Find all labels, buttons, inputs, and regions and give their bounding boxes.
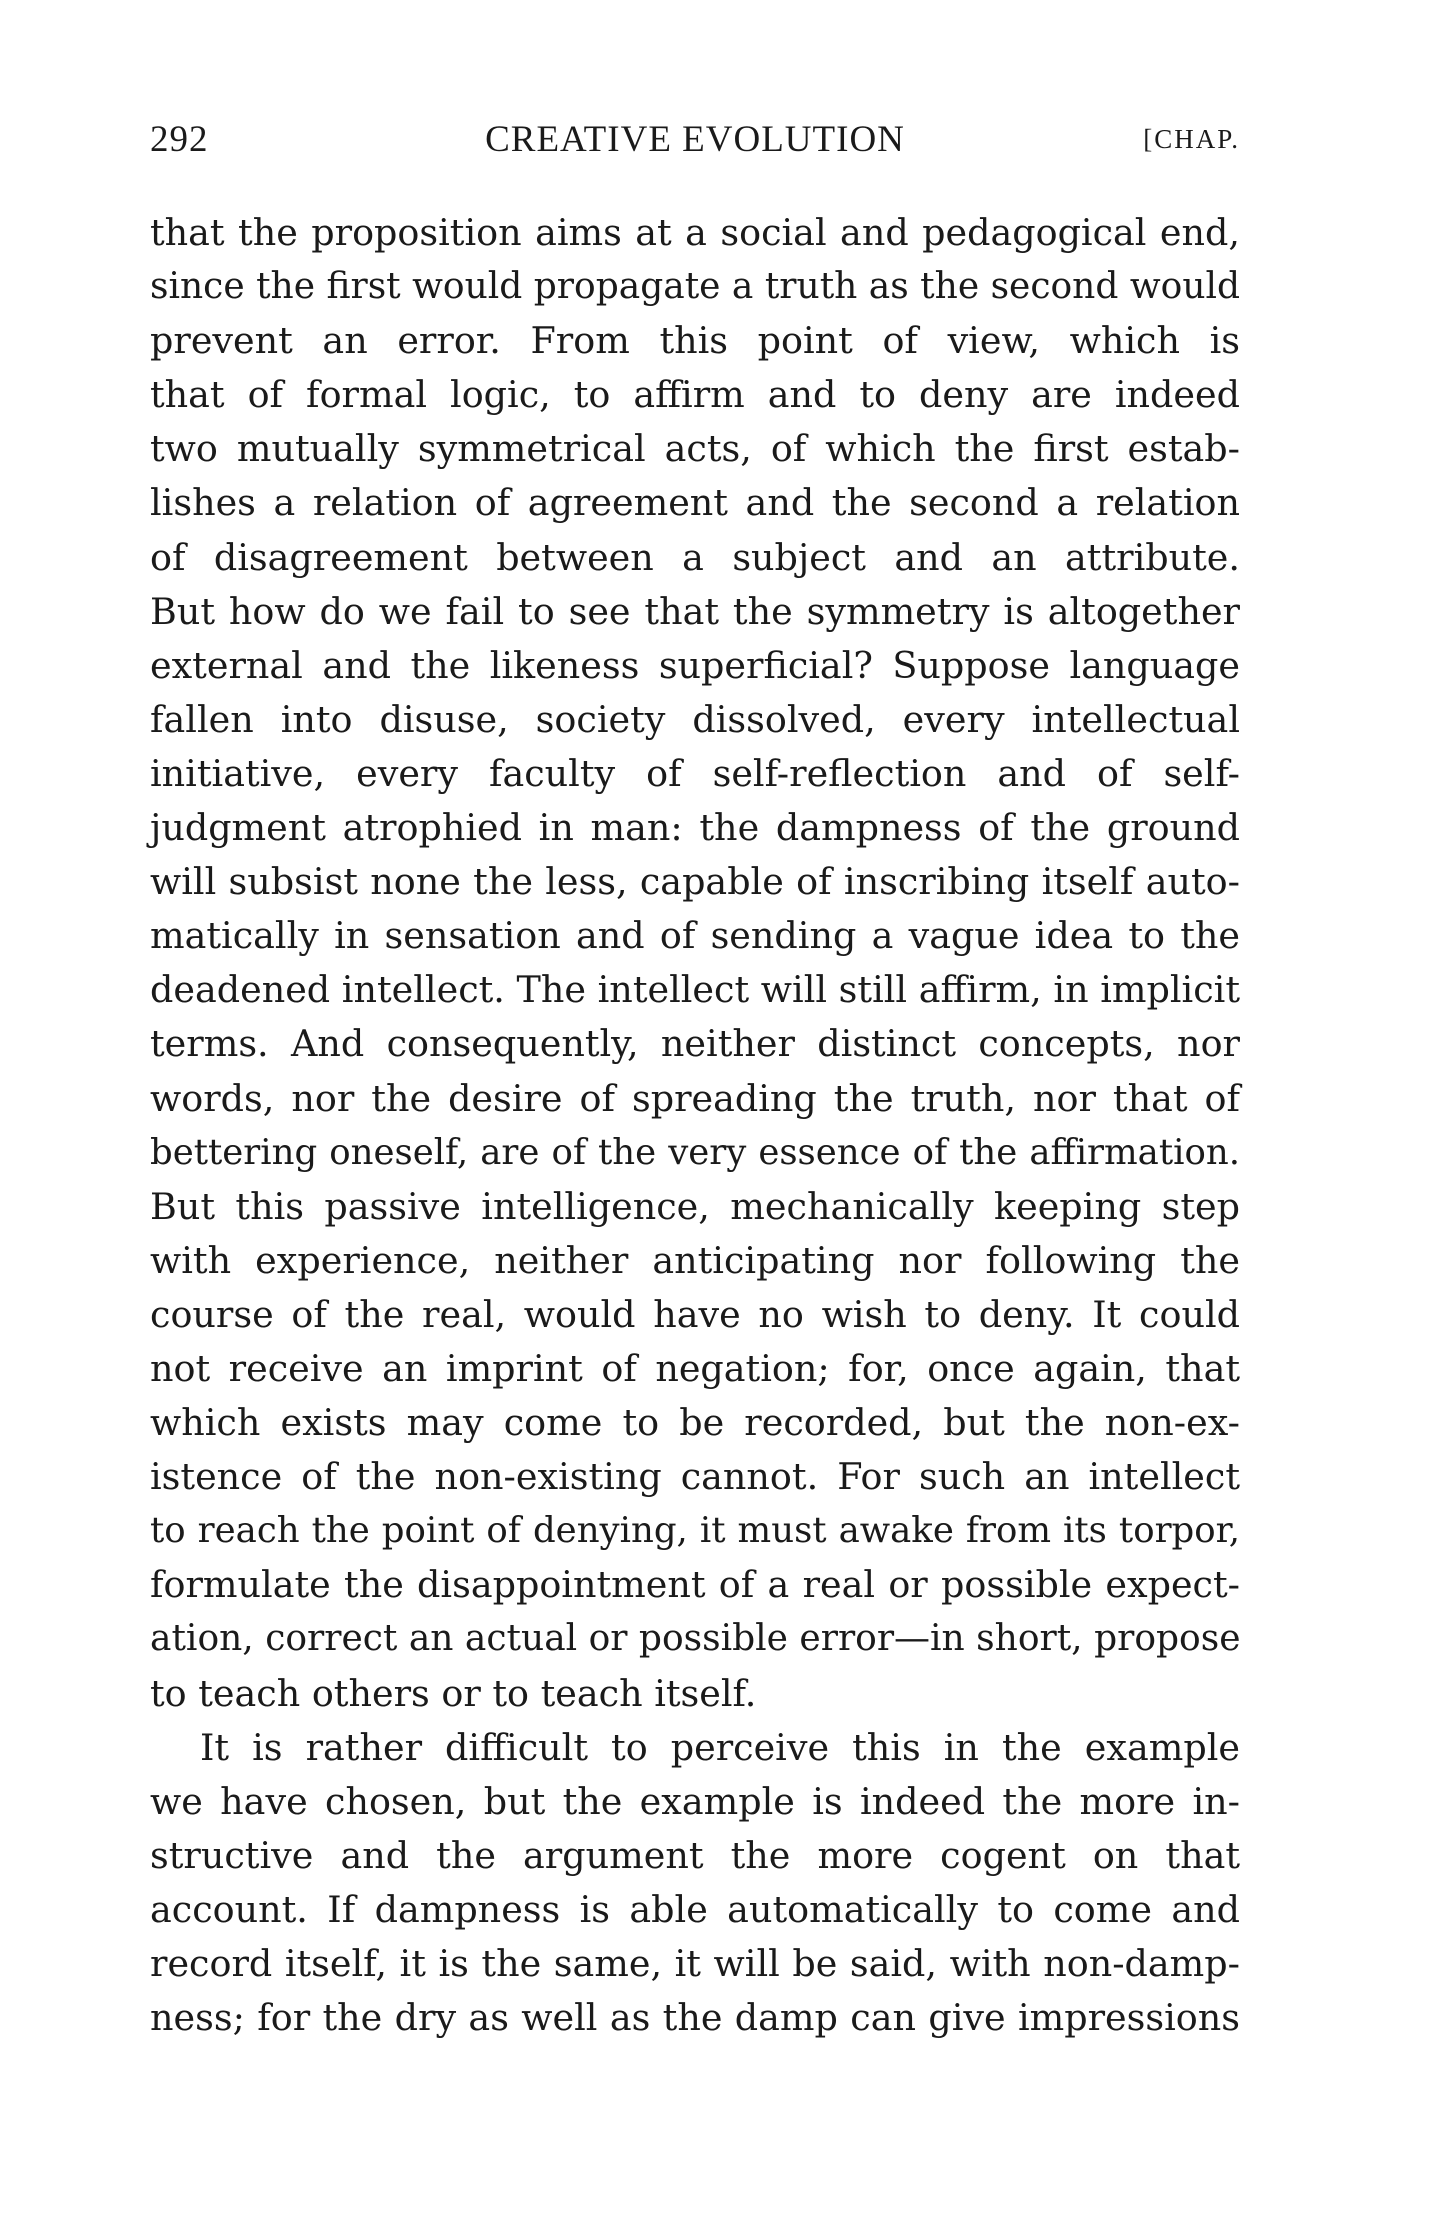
text-line: lishes a relation of agreement and the second a relation (150, 481, 1240, 525)
text-line: initiative, every faculty of self-reflection and of self- (150, 751, 1240, 795)
text-line: formulate the disappointment of a real or possible expect- (150, 1563, 1240, 1607)
text-line: bettering oneself, are of the very essence of the affirmation. (150, 1131, 1240, 1173)
text-line: prevent an error. From this point of view, which is (150, 319, 1240, 363)
text-line: of disagreement between a subject and an attribute. (150, 535, 1240, 579)
text-line: that of formal logic, to affirm and to deny are indeed (150, 373, 1240, 417)
chapter-mark: [CHAP. (1143, 124, 1240, 154)
text-line: that the proposition aims at a social and pedagogical end, (150, 211, 1240, 254)
text-line: But how do we fail to see that the symmetry is altogether (150, 589, 1240, 633)
text-line: structive and the argument the more cogent on that (150, 1833, 1240, 1877)
running-title: CREATIVE EVOLUTION (485, 119, 905, 160)
text-line: deadened intellect. The intellect will still affirm, in implicit (150, 968, 1240, 1012)
running-header (150, 118, 1240, 178)
text-line: judgment atrophied in man: the dampness of the ground (150, 806, 1240, 850)
text-line: which exists may come to be recorded, but the non-ex- (150, 1401, 1240, 1445)
text-line: ness; for the dry as well as the damp can give impressions (150, 1996, 1240, 2040)
text-line: terms. And consequently, neither distinct concepts, nor (150, 1022, 1240, 1066)
text-line: to reach the point of denying, it must awake from its torpor, (150, 1510, 1240, 1552)
text-line: record itself, it is the same, it will be said, with non-damp- (150, 1942, 1240, 1985)
text-line: ation, correct an actual or possible error—in short, propose (150, 1618, 1241, 1660)
text-line: not receive an imprint of negation; for, once again, that (150, 1346, 1240, 1390)
text-line: to teach others or to teach itself. (150, 1671, 757, 1715)
text-line: istence of the non-existing cannot. For such an intellect (150, 1455, 1240, 1499)
text-line: course of the real, would have no wish to deny. It could (150, 1292, 1240, 1336)
text-line: with experience, neither anticipating nor following the (150, 1238, 1240, 1282)
paragraph-2 (150, 1721, 1240, 2046)
paragraph-1 (150, 206, 1240, 1721)
page-number: 292 (150, 119, 209, 160)
text-line: account. If dampness is able automatically to come and (150, 1887, 1240, 1931)
text-line: matically in sensation and of sending a vague idea to the (150, 914, 1240, 958)
text-line: will subsist none the less, capable of inscribing itself auto- (150, 860, 1240, 904)
text-line: It is rather difficult to perceive this in the example (200, 1725, 1240, 1769)
text-line: words, nor the desire of spreading the truth, nor that of (150, 1076, 1240, 1120)
body-text (150, 206, 1240, 2045)
text-line: two mutually symmetrical acts, of which the first estab- (150, 427, 1240, 471)
text-line: But this passive intelligence, mechanically keeping step (150, 1184, 1240, 1228)
text-line: we have chosen, but the example is indeed the more in- (150, 1779, 1240, 1823)
book-page (150, 0, 1240, 2224)
text-line: external and the likeness superficial? Suppose language (150, 643, 1240, 687)
text-line: fallen into disuse, society dissolved, every intellectual (150, 697, 1240, 741)
text-line: since the first would propagate a truth as the second would (150, 266, 1241, 308)
